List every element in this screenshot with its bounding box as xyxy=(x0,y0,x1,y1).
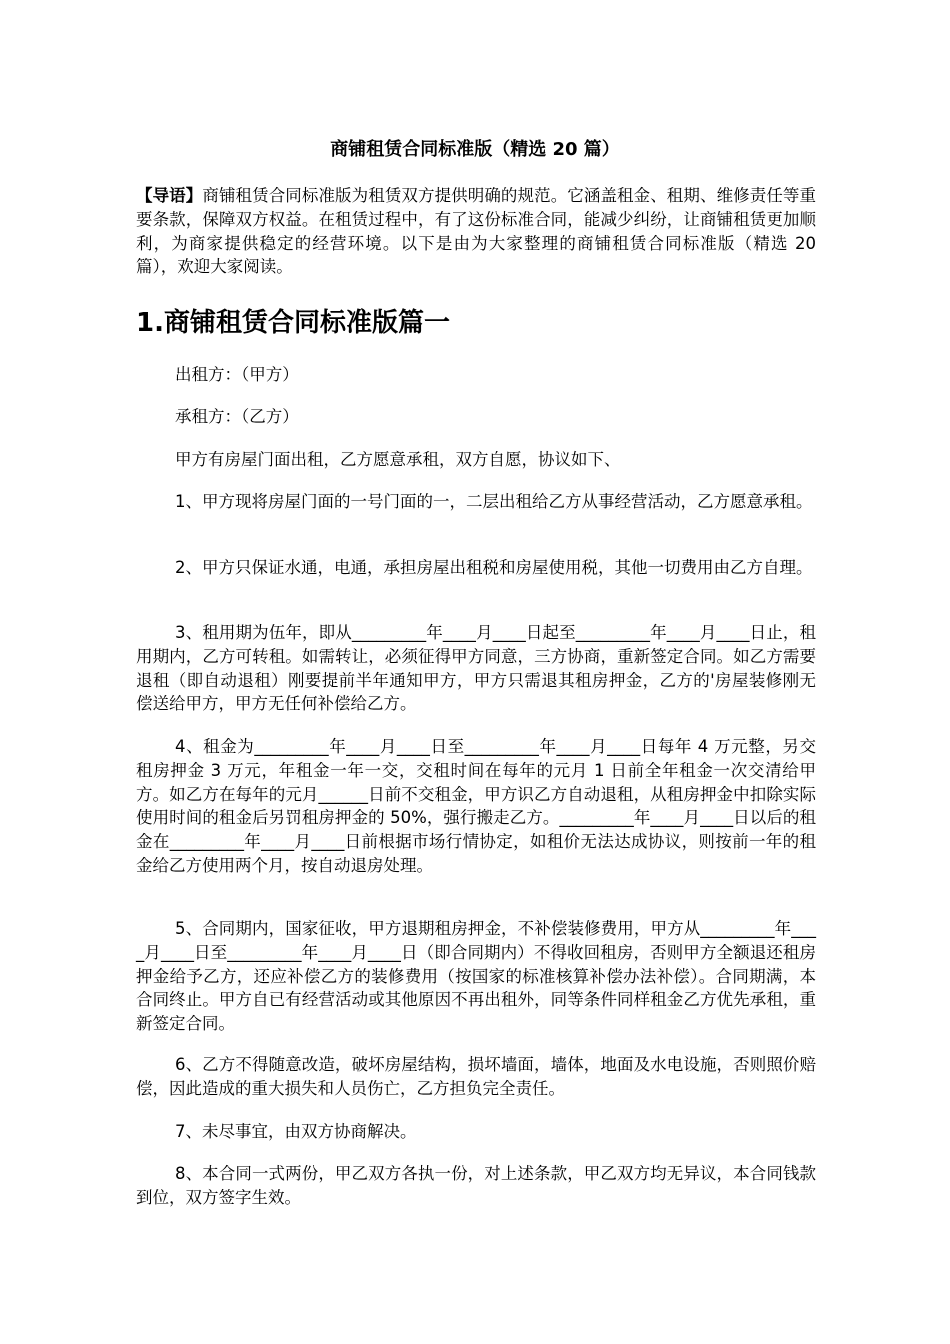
clause-1: 1、甲方现将房屋门面的一号门面的一，二层出租给乙方从事经营活动，乙方愿意承租。 xyxy=(175,492,813,511)
clause-7: 7、未尽事宜，由双方协商解决。 xyxy=(175,1122,417,1141)
clause-5: 5、合同期内，国家征收，甲方退期租房押金，不补偿装修费用，甲方从_________年____月____日至_________年____月____日（即合同期内）不得收回租房，否则甲方全额退还租房押金给予乙方，还应补偿乙方的装修费用（按国家的标准核算补偿办法补偿）。合同期满，本合同终止。甲方自已有经营活动或其他原因不再出租外，同等条件同样租金乙方优先承租，重新签定合同。 xyxy=(136,919,816,1034)
agreement-preamble: 甲方有房屋门面出租，乙方愿意承租，双方自愿，协议如下、 xyxy=(175,450,621,469)
clause-6: 6、乙方不得随意改造，破坏房屋结构，损坏墙面，墙体，地面及水电设施，否则照价赔偿，因此造成的重大损失和人员伤亡，乙方担负完全责任。 xyxy=(136,1055,816,1098)
clause-8: 8、本合同一式两份，甲乙双方各执一份，对上述条款，甲乙双方均无异议，本合同钱款到位，双方签字生效。 xyxy=(136,1164,816,1207)
intro-text: 商铺租赁合同标准版为租赁双方提供明确的规范。它涵盖租金、租期、维修责任等重要条款，保障双方权益。在租赁过程中，有了这份标准合同，能减少纠纷，让商铺租赁更加顺利，为商家提供稳定的经营环境。以下是由为大家整理的商铺租赁合同标准版（精选 20 篇），欢迎大家阅读。 xyxy=(136,186,817,277)
lessee-line: 承租方：（乙方） xyxy=(175,407,299,426)
clause-4: 4、租金为_________年____月____日至_________年____月____日每年 4 万元整，另交租房押金 3 万元，年租金一年一交，交租时间在每年的元月 1 日前全年租金一次交清给甲方。如乙方在每年的元月______日前不交租金，甲方识乙方自动退租，从租房押金中扣除实际使用时间的租金后另罚租房押金的 50%，强行搬走乙方。_________年____月____日以后的租金在_________年____月____日前根据市场行情协定，如租价无法达成协议，则按前一年的租金给乙方使用两个月，按自动退房处理。 xyxy=(136,737,816,875)
lessor-line: 出租方：（甲方） xyxy=(175,365,299,384)
document-title: 商铺租赁合同标准版（精选 20 篇） xyxy=(330,139,620,160)
section-heading: 1.商铺租赁合同标准版篇一 xyxy=(136,308,450,338)
intro-label: 【导语】 xyxy=(136,186,203,205)
clause-2: 2、甲方只保证水通，电通，承担房屋出租税和房屋使用税，其他一切费用由乙方自理。 xyxy=(175,558,813,577)
intro-paragraph xyxy=(136,184,816,279)
clause-3: 3、租用期为伍年，即从_________年____月____日起至_________年____月____日止，租用期内，乙方可转租。如需转让，必须征得甲方同意，三方协商，重新签定合同。如乙方需要退租（即自动退租）刚要提前半年通知甲方，甲方只需退其租房押金，乙方的'房屋装修刚无偿送给甲方，甲方无任何补偿给乙方。 xyxy=(136,623,816,714)
